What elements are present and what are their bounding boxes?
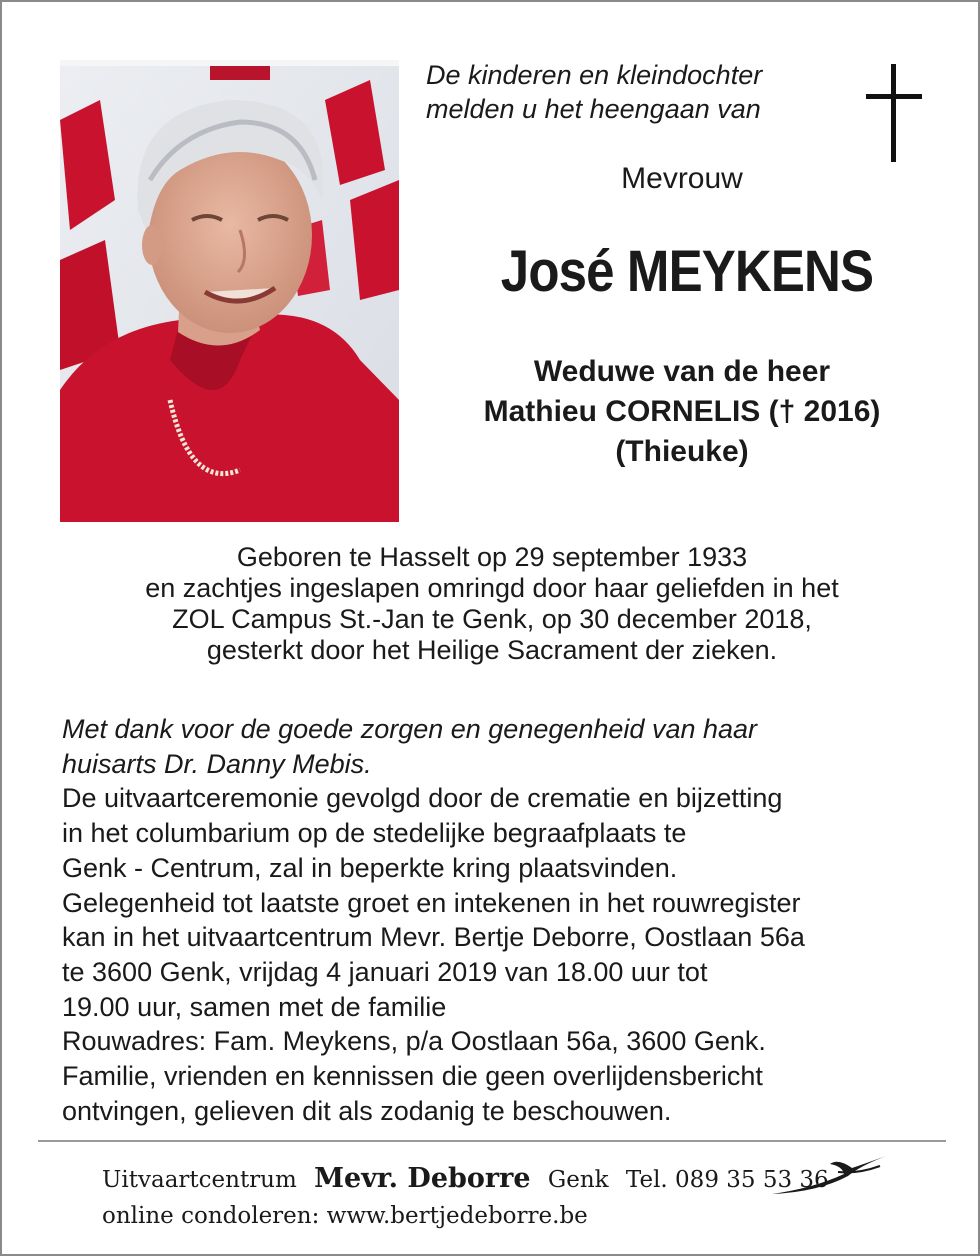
thanks-line: Met dank voor de goede zorgen en genegenheid van haar	[62, 714, 758, 744]
body-line: te 3600 Genk, vrijdag 4 januari 2019 van 18.00 uur tot	[62, 956, 708, 987]
dove-logo-icon	[768, 1152, 890, 1198]
body-line: in het columbarium op de stedelijke begraafplaats te	[62, 818, 687, 849]
intro-line: melden u het heengaan van	[426, 94, 761, 124]
intro-line: De kinderen en kleindochter	[426, 60, 763, 90]
divider	[38, 1140, 946, 1142]
spouse-nickname: (Thieuke)	[615, 435, 749, 468]
announcement-body	[62, 712, 942, 1128]
birth-line: en zachtjes ingeslapen omringd door haar geliefden in het	[145, 573, 839, 603]
body-line: De uitvaartceremonie gevolgd door de crematie en bijzetting	[62, 783, 783, 814]
spouse-line: Mathieu CORNELIS († 2016)	[483, 395, 881, 428]
body-line: Rouwadres: Fam. Meykens, p/a Oostlaan 56a, 3600 Genk.	[62, 1026, 766, 1057]
body-line: Gelegenheid tot laatste groet en intekenen in het rouwregister	[62, 887, 801, 918]
portrait-illustration	[60, 60, 399, 522]
footer-city: Genk	[547, 1167, 609, 1193]
online-condolence-link[interactable]: online condoleren: www.bertjedeborre.be	[102, 1203, 588, 1229]
cross-icon	[866, 64, 922, 162]
body-line: Familie, vrienden en kennissen die geen overlijdensbericht	[62, 1061, 763, 1092]
footer-prefix: Uitvaartcentrum	[102, 1167, 297, 1193]
birth-line: Geboren te Hasselt op 29 september 1933	[236, 542, 748, 572]
funeral-home-footer	[102, 1162, 829, 1233]
portrait-photo	[60, 60, 399, 522]
birth-line: gesterkt door het Heilige Sacrament der zieken.	[206, 635, 778, 665]
thanks-line: huisarts Dr. Danny Mebis.	[62, 748, 372, 779]
intro-text	[426, 58, 846, 126]
body-line: Genk - Centrum, zal in beperkte kring plaatsvinden.	[62, 852, 678, 883]
spouse-info	[422, 352, 942, 472]
honorific: Mevrouw	[621, 162, 743, 195]
spouse-line: Weduwe van de heer	[533, 355, 831, 388]
funeral-home-name: Mevr. Deborre	[314, 1163, 531, 1194]
deceased-name: José MEYKENS	[500, 239, 874, 304]
footer-phone: Tel. 089 35 53 36	[625, 1167, 829, 1193]
birth-line: ZOL Campus St.-Jan te Genk, op 30 december 2018,	[172, 604, 812, 634]
body-line: kan in het uitvaartcentrum Mevr. Bertje Deborre, Oostlaan 56a	[62, 922, 805, 953]
body-line: 19.00 uur, samen met de familie	[62, 991, 447, 1022]
birth-death-info	[42, 542, 942, 666]
body-line: ontvingen, gelieven dit als zodanig te beschouwen.	[62, 1095, 672, 1126]
